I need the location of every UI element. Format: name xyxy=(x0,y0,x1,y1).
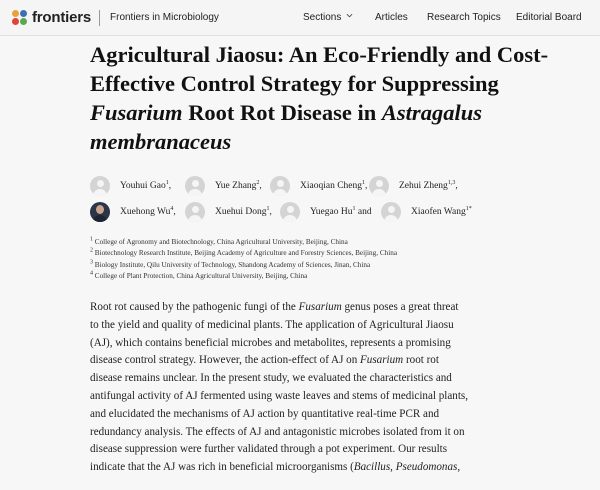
abstract-line xyxy=(90,424,590,442)
avatar-placeholder-icon[interactable] xyxy=(369,176,389,196)
author-item[interactable] xyxy=(90,175,171,197)
title-line xyxy=(90,127,560,156)
affiliation-superscript: 1 xyxy=(266,205,270,212)
author-item[interactable] xyxy=(280,201,372,223)
nav-research-topics[interactable]: Research Topics xyxy=(427,12,501,23)
author-name[interactable] xyxy=(120,181,171,191)
text-run: , xyxy=(390,461,396,474)
header-divider xyxy=(99,10,100,26)
abstract-line xyxy=(90,317,590,335)
affiliation-number: 1 xyxy=(90,236,93,243)
author-name[interactable] xyxy=(300,181,367,191)
author-name-text: Xuehui Dong xyxy=(215,207,267,217)
abstract-line xyxy=(90,441,590,459)
affiliation-superscript: 2 xyxy=(256,179,260,186)
author-name[interactable] xyxy=(120,207,176,217)
abstract-line xyxy=(90,335,590,353)
affiliation-text: College of Plant Protection, China Agricultural University, Beijing, China xyxy=(93,271,308,280)
abstract-line xyxy=(90,388,590,406)
text-run: Root Rot Disease in xyxy=(182,100,382,125)
affiliation-item xyxy=(90,248,570,259)
frontiers-logo-icon xyxy=(12,10,28,26)
affiliation-item xyxy=(90,260,570,271)
abstract-line xyxy=(90,406,590,424)
author-item[interactable] xyxy=(185,201,272,223)
abstract xyxy=(90,299,590,477)
scroll-fade xyxy=(0,474,600,490)
italic-term: Fusarium xyxy=(90,100,183,125)
avatar-placeholder-icon[interactable] xyxy=(270,176,290,196)
author-item[interactable] xyxy=(381,201,472,223)
author-separator: , xyxy=(269,207,272,217)
article-title xyxy=(90,40,560,156)
avatar-placeholder-icon[interactable] xyxy=(185,202,205,222)
affiliation-superscript: 1 xyxy=(352,205,356,212)
author-item[interactable] xyxy=(90,201,176,223)
text-run: (AJ), which contains beneficial microbes and metabolites, represents a promising xyxy=(90,336,451,349)
text-run: Effective Control Strategy for Suppressing xyxy=(90,71,499,96)
author-separator: , xyxy=(173,207,176,217)
avatar-placeholder-icon[interactable] xyxy=(381,202,401,222)
affiliation-superscript: 1 xyxy=(362,179,366,186)
text-run: disease suppression were further validated through a pot experiment. Our results xyxy=(90,443,448,456)
author-name-text: Xiaoqian Cheng xyxy=(300,181,363,191)
author-name-text: Yuegao Hu xyxy=(310,207,353,217)
avatar-placeholder-icon[interactable] xyxy=(185,176,205,196)
author-name-text: Xiaofen Wang xyxy=(411,207,466,217)
text-run: root rot xyxy=(403,354,439,367)
author-separator: , xyxy=(455,181,458,191)
abstract-line xyxy=(90,352,590,370)
logo-text: frontiers xyxy=(32,9,92,26)
abstract-line xyxy=(90,370,590,388)
text-run: to the yield and quality of medicinal plants. The application of Agricultural Jiaosu xyxy=(90,318,454,331)
affiliation-text: College of Agronomy and Biotechnology, China Agricultural University, Beijing, China xyxy=(93,238,348,246)
text-run: redundancy analysis. The effects of AJ and antagonistic microbes isolated from it on xyxy=(90,425,465,438)
text-run: disease control strategy. However, the action-effect of AJ on xyxy=(90,354,361,367)
italic-term: membranaceus xyxy=(90,129,232,154)
text-run: Root rot caused by the pathogenic fungi of the xyxy=(90,301,299,313)
author-name-text: Zehui Zheng xyxy=(399,181,448,191)
affiliation-superscript: 1,3 xyxy=(447,179,456,186)
nav-sections[interactable]: Sections xyxy=(303,12,342,23)
affiliation-superscript: 1 xyxy=(165,179,169,186)
author-name[interactable] xyxy=(310,207,372,217)
text-run: antifungal activity of AJ fermented using waste leaves and stems of medicinal plants, xyxy=(90,389,469,402)
affiliation-number: 3 xyxy=(90,259,93,266)
author-separator: , xyxy=(259,181,262,191)
frontiers-logo[interactable] xyxy=(12,9,91,26)
author-separator: , xyxy=(365,181,368,191)
author-name-text: Xuehong Wu xyxy=(120,207,171,217)
author-separator: , xyxy=(168,181,172,191)
italic-term: Pseudomonas xyxy=(395,461,458,474)
affiliation-text: Biotechnology Research Institute, Beijing Academy of Agriculture and Forestry Sciences, Beijing, China xyxy=(93,249,398,258)
italic-term: Fusarium xyxy=(360,354,404,367)
nav-articles[interactable]: Articles xyxy=(375,12,408,23)
text-run: disease remains unclear. In the present study, we evaluated the characteristics and xyxy=(90,372,452,385)
text-run: genus poses a great threat xyxy=(341,301,459,313)
journal-link[interactable]: Frontiers in Microbiology xyxy=(110,12,219,23)
author-name[interactable] xyxy=(215,181,262,191)
title-line xyxy=(90,40,560,69)
affiliation-item xyxy=(90,237,570,248)
italic-term: Bacillus xyxy=(353,461,391,474)
text-run: Agricultural Jiaosu: An Eco-Friendly and Cost- xyxy=(90,42,549,67)
text-run: , xyxy=(457,461,461,474)
affiliation-superscript: 4 xyxy=(170,205,174,212)
author-photo[interactable] xyxy=(90,202,110,222)
nav-editorial-board[interactable]: Editorial Board xyxy=(516,12,582,23)
chevron-down-icon[interactable] xyxy=(346,12,353,19)
title-line xyxy=(90,98,560,127)
affiliation-number: 4 xyxy=(90,270,93,277)
author-item[interactable] xyxy=(185,175,262,197)
author-name[interactable] xyxy=(215,207,272,217)
avatar-placeholder-icon[interactable] xyxy=(280,202,300,222)
author-separator: and xyxy=(355,207,372,217)
italic-term: Fusarium xyxy=(298,301,342,313)
author-name[interactable] xyxy=(399,181,458,191)
author-name-text: Youhui Gao xyxy=(120,181,166,191)
site-header xyxy=(0,0,600,36)
author-name-text: Yue Zhang xyxy=(215,181,257,191)
avatar-placeholder-icon[interactable] xyxy=(90,176,110,196)
affiliation-superscript: 1* xyxy=(465,205,472,212)
italic-term: Astragalus xyxy=(381,100,482,125)
author-name[interactable] xyxy=(411,207,472,217)
text-run: indicate that the AJ was rich in beneficial microorganisms ( xyxy=(90,461,354,474)
affiliation-item xyxy=(90,271,570,282)
abstract-line xyxy=(90,299,590,317)
affiliation-number: 2 xyxy=(90,247,93,254)
affiliation-list xyxy=(90,237,570,282)
author-item[interactable] xyxy=(270,175,367,197)
title-line xyxy=(90,69,560,98)
author-item[interactable] xyxy=(369,175,458,197)
affiliation-text: Biology Institute, Qilu University of Technology, Shandong Academy of Sciences, Jinan, China xyxy=(93,260,371,269)
text-run: and elucidated the mechanisms of AJ action by quantitative real-time PCR and xyxy=(90,407,440,420)
